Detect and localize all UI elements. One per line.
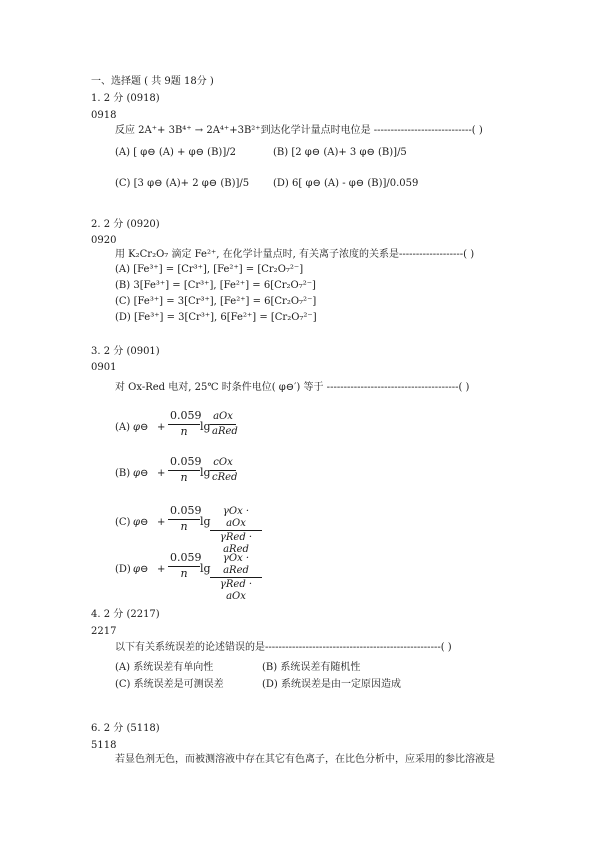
q4-stem: 以下有关系统误差的论述错误的是----------------------------------------------------( )	[115, 642, 452, 653]
q3-b-bottom: cRed	[212, 471, 238, 483]
q6-header: 6. 2 分 (5118)	[91, 723, 160, 734]
q4-option-b[interactable]: (B) 系统误差有随机性	[262, 662, 361, 673]
q3-code: 0901	[91, 362, 117, 373]
q3-d-top: γOx · aRed	[210, 553, 262, 578]
q1-stem: 反应 2A⁺+ 3B⁴⁺ → 2A⁴⁺+3B²⁺到达化学计量点时电位是 -----------------------------( )	[115, 125, 483, 136]
q3-c-coef-den: n	[180, 519, 188, 533]
q3-c-label: (C)	[115, 517, 131, 528]
q3-b-lg: lg	[200, 466, 211, 479]
q3-d-label: (D)	[115, 564, 131, 575]
q1-option-b[interactable]: (B) [2 φ⊖ (A)+ 3 φ⊖ (B)]/5	[273, 147, 407, 158]
q4-code: 2217	[91, 626, 117, 637]
q6-code: 5118	[91, 740, 117, 751]
q1-option-c[interactable]: (C) [3 φ⊖ (A)+ 2 φ⊖ (B)]/5	[115, 178, 250, 189]
q3-a-coef-num: 0.059	[168, 410, 200, 425]
q3-d-plus: +	[157, 564, 166, 575]
q3-c-coef-num: 0.059	[168, 505, 200, 520]
q2-option-d[interactable]: (D) [Fe³⁺] = 3[Cr³⁺], 6[Fe²⁺] = [Cr₂O₇²⁻]	[115, 312, 317, 323]
q3-b-plus: +	[157, 468, 166, 479]
q4-option-c[interactable]: (C) 系统误差是可测误差	[115, 679, 224, 690]
q3-c-bottom: γRed · aRed	[219, 532, 253, 555]
q1-header: 1. 2 分 (0918)	[91, 93, 160, 104]
q4-option-a[interactable]: (A) 系统误差有单向性	[115, 662, 214, 673]
q3-d-coef-num: 0.059	[168, 552, 200, 567]
q3-d-lg: lg	[200, 562, 211, 575]
q1-code: 0918	[91, 110, 117, 121]
q4-header: 4. 2 分 (2217)	[91, 609, 160, 620]
q3-a-lg: lg	[200, 420, 211, 433]
q2-header: 2. 2 分 (0920)	[91, 219, 160, 230]
q3-c-plus: +	[157, 517, 166, 528]
q3-a-top: aOx	[210, 411, 236, 425]
q3-d-coef-den: n	[180, 566, 188, 580]
q3-c-top: γOx · aOx	[210, 506, 262, 531]
q3-a-coef-den: n	[180, 424, 188, 438]
q3-d-bottom: γRed · aOx	[219, 579, 253, 602]
q3-b-phi: φ⊖	[133, 468, 149, 479]
q3-c-phi: φ⊖	[133, 517, 149, 528]
q3-c-lg: lg	[200, 515, 211, 528]
q3-a-label: (A)	[115, 422, 131, 433]
q6-stem: 若显色剂无色，而被测溶液中存在其它有色离子，在比色分析中，应采用的参比溶液是	[115, 754, 495, 765]
q4-option-d[interactable]: (D) 系统误差是由一定原因造成	[262, 679, 401, 690]
q3-a-bottom: aRed	[212, 425, 238, 437]
q3-b-label: (B)	[115, 468, 131, 479]
q3-header: 3. 2 分 (0901)	[91, 346, 160, 357]
q3-d-phi: φ⊖	[133, 564, 149, 575]
q1-option-d[interactable]: (D) 6[ φ⊖ (A) - φ⊖ (B)]/0.059	[273, 178, 419, 189]
q3-a-phi: φ⊖	[133, 422, 149, 433]
q2-option-a[interactable]: (A) [Fe³⁺] = [Cr³⁺], [Fe²⁺] = [Cr₂O₇²⁻]	[115, 264, 304, 275]
q3-b-coef-den: n	[180, 470, 188, 484]
q3-stem: 对 Ox-Red 电对, 25℃ 时条件电位( φ⊖′) 等于 ---------------------------------------( )	[115, 382, 470, 393]
section-title: 一、选择题 ( 共 9题 18分 )	[91, 76, 214, 87]
q2-option-c[interactable]: (C) [Fe³⁺] = 3[Cr³⁺], [Fe²⁺] = 6[Cr₂O₇²⁻]	[115, 296, 317, 307]
q2-stem: 用 K₂Cr₂O₇ 滴定 Fe²⁺, 在化学计量点时, 有关离子浓度的关系是-------------------( )	[115, 249, 475, 260]
q2-option-b[interactable]: (B) 3[Fe³⁺] = [Cr³⁺], [Fe²⁺] = 6[Cr₂O₇²⁻]	[115, 280, 316, 291]
q3-b-coef-num: 0.059	[168, 456, 200, 471]
q3-a-plus: +	[157, 422, 166, 433]
q2-code: 0920	[91, 235, 117, 246]
q3-b-top: cOx	[210, 457, 236, 471]
q1-option-a[interactable]: (A) [ φ⊖ (A) + φ⊖ (B)]/2	[115, 147, 236, 158]
